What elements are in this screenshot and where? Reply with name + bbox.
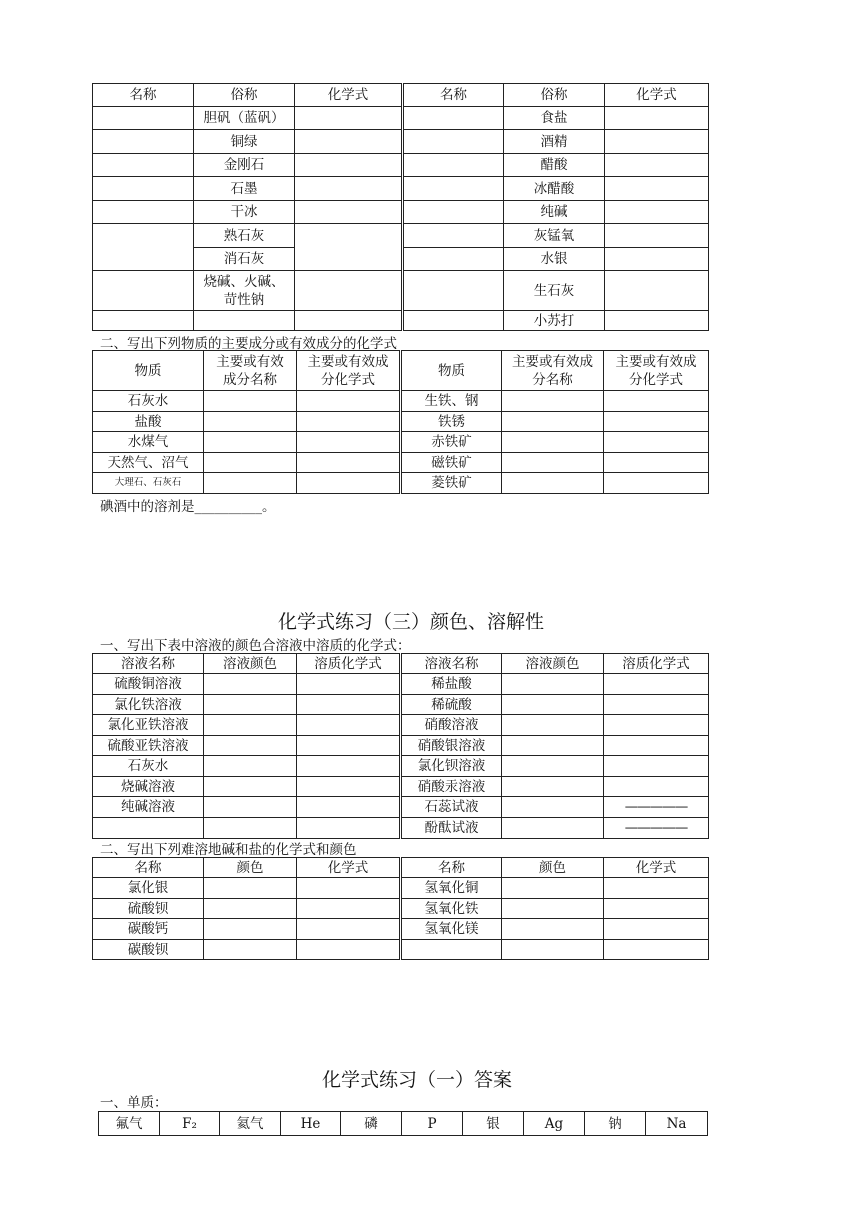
component-formula-cell — [297, 473, 401, 494]
solute-formula-cell — [604, 695, 709, 715]
header-cell: 主要或有效成分名称 — [204, 351, 297, 391]
component-name-cell — [502, 453, 604, 473]
solution-name-cell: 烧碱溶液 — [93, 777, 204, 797]
component-formula-cell — [604, 453, 709, 473]
nickname-cell: 胆矾（蓝矾） — [194, 107, 295, 130]
component-name-cell — [204, 412, 297, 432]
table-row — [93, 878, 709, 899]
color-cell — [204, 899, 297, 919]
component-formula-cell — [297, 432, 401, 453]
solute-formula-cell — [297, 777, 401, 797]
name-cell — [403, 271, 504, 311]
header-cell: 溶质化学式 — [604, 654, 709, 674]
nickname-cell: 烧碱、火碱、苛性钠 — [194, 271, 295, 311]
section-heading: 一、单质： — [100, 1095, 168, 1111]
solute-formula-cell — [297, 695, 401, 715]
solution-color-cell — [502, 818, 604, 839]
header-cell: 化学式 — [605, 84, 709, 107]
solution-name-cell: 氯化铁溶液 — [93, 695, 204, 715]
table-row — [93, 177, 709, 201]
component-formula-cell — [604, 432, 709, 453]
component-table — [92, 350, 709, 494]
table-row — [99, 1112, 708, 1136]
nickname-cell: 生石灰 — [504, 271, 605, 311]
table-row — [93, 674, 709, 695]
name-cell — [403, 248, 504, 271]
formula-cell — [297, 878, 401, 899]
substance-cell: 赤铁矿 — [401, 432, 502, 453]
answer-cell: 钠 — [585, 1112, 646, 1136]
solution-name-cell: 硝酸汞溶液 — [401, 777, 502, 797]
solute-formula-cell — [297, 818, 401, 839]
solution-name-cell: 石蕊试液 — [401, 797, 502, 818]
substance-cell: 磁铁矿 — [401, 453, 502, 473]
solute-formula-cell — [297, 756, 401, 777]
table-row — [93, 130, 709, 154]
solute-formula-cell — [604, 715, 709, 736]
table-row — [93, 797, 709, 818]
formula-cell — [604, 940, 709, 960]
formula-cell — [605, 177, 709, 201]
table-header-row — [93, 654, 709, 674]
formula-cell — [297, 919, 401, 940]
table-row — [93, 940, 709, 960]
formula-cell — [295, 177, 403, 201]
name-cell — [93, 177, 194, 201]
table-row — [93, 201, 709, 224]
substance-cell: 盐酸 — [93, 412, 204, 432]
name-cell — [403, 130, 504, 154]
formula-cell — [605, 130, 709, 154]
answers-table — [98, 1111, 708, 1136]
solution-color-cell — [502, 797, 604, 818]
table-row — [93, 311, 709, 331]
component-name-cell — [502, 412, 604, 432]
solution-name-cell: 稀硫酸 — [401, 695, 502, 715]
nickname-cell — [194, 311, 295, 331]
formula-cell — [605, 107, 709, 130]
name-cell — [93, 201, 194, 224]
answers-title: 化学式练习（一）答案 — [322, 1069, 513, 1091]
color-cell — [502, 878, 604, 899]
color-cell — [204, 878, 297, 899]
nickname-cell: 小苏打 — [504, 311, 605, 331]
component-formula-cell — [604, 412, 709, 432]
answer-cell: 磷 — [341, 1112, 402, 1136]
compound-name-cell: 氢氧化镁 — [401, 919, 502, 940]
formula-cell — [295, 311, 403, 331]
formula-cell — [605, 248, 709, 271]
solution-name-cell: 硝酸溶液 — [401, 715, 502, 736]
name-cell — [403, 107, 504, 130]
solute-formula-cell — [604, 674, 709, 695]
nickname-cell: 醋酸 — [504, 154, 605, 177]
component-name-cell — [204, 453, 297, 473]
fill-in-note: 碘酒中的溶剂是__________。 — [100, 499, 276, 515]
table-row — [93, 107, 709, 130]
solution-color-cell — [204, 777, 297, 797]
nickname-table — [92, 83, 709, 331]
header-cell: 物质 — [93, 351, 204, 391]
compound-name-cell: 碳酸钡 — [93, 940, 204, 960]
table-row — [93, 695, 709, 715]
solute-formula-cell — [604, 736, 709, 756]
solution-color-cell — [502, 777, 604, 797]
solution-name-cell: 硫酸亚铁溶液 — [93, 736, 204, 756]
name-cell — [93, 311, 194, 331]
table-row — [93, 818, 709, 839]
answer-cell: Ag — [524, 1112, 585, 1136]
nickname-cell: 石墨 — [194, 177, 295, 201]
solution-color-cell — [204, 695, 297, 715]
nickname-cell: 金刚石 — [194, 154, 295, 177]
component-formula-cell — [297, 453, 401, 473]
substance-cell: 石灰水 — [93, 391, 204, 412]
nickname-cell: 食盐 — [504, 107, 605, 130]
name-cell — [93, 154, 194, 177]
nickname-cell: 熟石灰 — [194, 224, 295, 248]
component-name-cell — [502, 473, 604, 494]
table-row — [93, 154, 709, 177]
solute-formula-cell: ————— — [604, 797, 709, 818]
section-heading: 二、写出下列物质的主要成分或有效成分的化学式 — [100, 336, 397, 352]
header-cell: 溶液名称 — [401, 654, 502, 674]
table-row — [93, 715, 709, 736]
substance-cell: 铁锈 — [401, 412, 502, 432]
solution-color-cell — [204, 797, 297, 818]
solution-color-cell — [502, 756, 604, 777]
solution-color-cell — [502, 674, 604, 695]
solute-formula-cell: ————— — [604, 818, 709, 839]
formula-cell — [295, 154, 403, 177]
header-cell: 溶液颜色 — [502, 654, 604, 674]
component-name-cell — [204, 432, 297, 453]
header-cell: 主要或有效成分化学式 — [604, 351, 709, 391]
header-cell: 名称 — [403, 84, 504, 107]
name-cell — [93, 107, 194, 130]
header-cell: 溶液颜色 — [204, 654, 297, 674]
compound-name-cell — [401, 940, 502, 960]
formula-cell — [605, 311, 709, 331]
solution-color-cell — [204, 756, 297, 777]
name-cell — [93, 271, 194, 311]
table-row — [93, 453, 709, 473]
formula-cell — [605, 224, 709, 248]
name-cell — [93, 130, 194, 154]
table-row — [93, 271, 709, 311]
nickname-cell: 纯碱 — [504, 201, 605, 224]
formula-cell — [605, 271, 709, 311]
nickname-cell: 铜绿 — [194, 130, 295, 154]
formula-cell — [295, 107, 403, 130]
table-row — [93, 919, 709, 940]
component-name-cell — [502, 391, 604, 412]
answer-cell: F₂ — [160, 1112, 220, 1136]
table-row — [93, 473, 709, 494]
table-row — [93, 224, 709, 248]
color-cell — [204, 940, 297, 960]
solution-color-cell — [502, 736, 604, 756]
formula-cell — [605, 154, 709, 177]
compound-name-cell: 氢氧化铜 — [401, 878, 502, 899]
header-cell: 溶液名称 — [93, 654, 204, 674]
header-cell: 俗称 — [194, 84, 295, 107]
table-row — [93, 432, 709, 453]
header-cell: 溶质化学式 — [297, 654, 401, 674]
name-cell — [403, 224, 504, 248]
component-name-cell — [204, 391, 297, 412]
table-header-row — [93, 84, 709, 107]
formula-cell — [604, 919, 709, 940]
solution-color-table — [92, 653, 709, 839]
solution-color-cell — [502, 715, 604, 736]
color-cell — [502, 940, 604, 960]
nickname-cell: 酒精 — [504, 130, 605, 154]
solute-formula-cell — [297, 736, 401, 756]
section-heading: 二、写出下列难溶地碱和盐的化学式和颜色 — [100, 842, 357, 858]
header-cell: 化学式 — [604, 858, 709, 878]
answer-cell: 氟气 — [99, 1112, 160, 1136]
solute-formula-cell — [297, 797, 401, 818]
component-name-cell — [502, 432, 604, 453]
nickname-cell: 灰锰氧 — [504, 224, 605, 248]
nickname-cell: 消石灰 — [194, 248, 295, 271]
table-row — [93, 412, 709, 432]
color-cell — [502, 899, 604, 919]
answer-cell: He — [281, 1112, 341, 1136]
solute-formula-cell — [297, 674, 401, 695]
solution-color-cell — [204, 715, 297, 736]
solution-name-cell — [93, 818, 204, 839]
component-formula-cell — [604, 473, 709, 494]
name-cell — [403, 177, 504, 201]
formula-cell — [295, 271, 403, 311]
header-cell: 主要或有效成分化学式 — [297, 351, 401, 391]
answer-cell: 氦气 — [220, 1112, 281, 1136]
header-cell: 名称 — [401, 858, 502, 878]
solution-name-cell: 硝酸银溶液 — [401, 736, 502, 756]
header-cell: 名称 — [93, 84, 194, 107]
name-cell — [403, 154, 504, 177]
header-cell: 物质 — [401, 351, 502, 391]
component-formula-cell — [604, 391, 709, 412]
color-cell — [502, 919, 604, 940]
table-header-row — [93, 351, 709, 391]
table-row — [93, 777, 709, 797]
table-row — [93, 899, 709, 919]
solute-formula-cell — [604, 777, 709, 797]
solution-name-cell: 稀盐酸 — [401, 674, 502, 695]
name-cell — [93, 224, 194, 271]
name-cell — [403, 311, 504, 331]
table-row — [93, 391, 709, 412]
substance-cell: 生铁、钢 — [401, 391, 502, 412]
formula-cell — [297, 899, 401, 919]
answer-cell: P — [402, 1112, 463, 1136]
formula-cell — [604, 899, 709, 919]
component-formula-cell — [297, 391, 401, 412]
header-cell: 化学式 — [297, 858, 401, 878]
header-cell: 化学式 — [295, 84, 403, 107]
solution-color-cell — [204, 818, 297, 839]
table-row — [93, 756, 709, 777]
compound-name-cell: 氢氧化铁 — [401, 899, 502, 919]
nickname-cell: 冰醋酸 — [504, 177, 605, 201]
header-cell: 俗称 — [504, 84, 605, 107]
header-cell: 主要或有效成分名称 — [502, 351, 604, 391]
substance-cell: 大理石、石灰石 — [93, 473, 204, 494]
answer-cell: 银 — [463, 1112, 524, 1136]
header-cell: 名称 — [93, 858, 204, 878]
formula-cell — [605, 201, 709, 224]
solution-color-cell — [204, 736, 297, 756]
name-cell — [403, 201, 504, 224]
formula-cell — [604, 878, 709, 899]
solution-name-cell: 氯化亚铁溶液 — [93, 715, 204, 736]
solution-name-cell: 硫酸铜溶液 — [93, 674, 204, 695]
solution-name-cell: 石灰水 — [93, 756, 204, 777]
substance-cell: 菱铁矿 — [401, 473, 502, 494]
solute-formula-cell — [297, 715, 401, 736]
solution-color-cell — [204, 674, 297, 695]
formula-cell — [297, 940, 401, 960]
header-cell: 颜色 — [502, 858, 604, 878]
component-formula-cell — [297, 412, 401, 432]
nickname-cell: 水银 — [504, 248, 605, 271]
insoluble-table — [92, 857, 709, 960]
substance-cell: 天然气、沼气 — [93, 453, 204, 473]
table-row — [93, 736, 709, 756]
formula-cell — [295, 130, 403, 154]
solute-formula-cell — [604, 756, 709, 777]
color-cell — [204, 919, 297, 940]
formula-cell — [295, 224, 403, 271]
solution-name-cell: 氯化钡溶液 — [401, 756, 502, 777]
formula-cell — [295, 201, 403, 224]
compound-name-cell: 碳酸钙 — [93, 919, 204, 940]
answer-cell: Na — [646, 1112, 708, 1136]
header-cell: 颜色 — [204, 858, 297, 878]
solution-color-cell — [502, 695, 604, 715]
component-name-cell — [204, 473, 297, 494]
solution-name-cell: 酚酞试液 — [401, 818, 502, 839]
solution-name-cell: 纯碱溶液 — [93, 797, 204, 818]
nickname-cell: 干冰 — [194, 201, 295, 224]
exercise-title: 化学式练习（三）颜色、溶解性 — [278, 611, 545, 633]
table-header-row — [93, 858, 709, 878]
compound-name-cell: 氯化银 — [93, 878, 204, 899]
substance-cell: 水煤气 — [93, 432, 204, 453]
compound-name-cell: 硫酸钡 — [93, 899, 204, 919]
section-heading: 一、写出下表中溶液的颜色合溶液中溶质的化学式： — [100, 638, 411, 654]
